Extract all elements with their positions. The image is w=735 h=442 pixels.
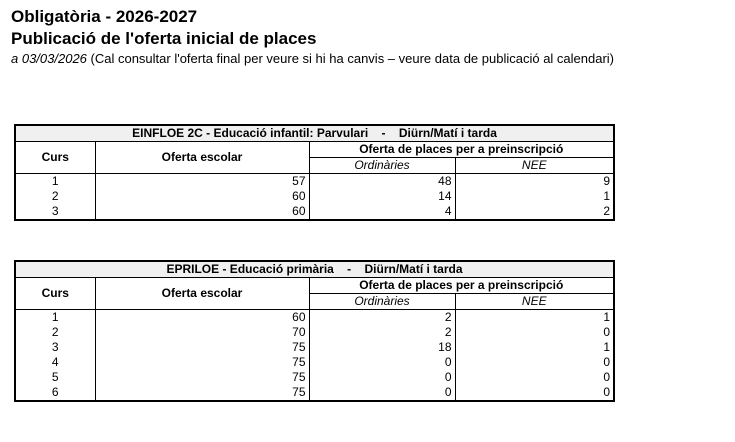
page-title: Obligatòria - 2026-2027 [11, 7, 198, 26]
column-header-nee: NEE [455, 158, 614, 174]
column-header-places: Oferta de places per a preinscripció [309, 142, 614, 158]
cell-ordinaries: 18 [309, 340, 455, 355]
cell-nee: 0 [455, 370, 614, 385]
publication-note-text: (Cal consultar l'oferta final per veure si hi ha canvis – veure data de publicació al calendari) [86, 51, 615, 66]
cell-ordinaries: 2 [309, 325, 455, 340]
cell-ordinaries: 48 [309, 174, 455, 190]
cell-oferta: 75 [95, 385, 309, 401]
table-row [15, 204, 614, 220]
table-title-row [15, 125, 614, 142]
cell-curs: 2 [15, 189, 95, 204]
cell-curs: 1 [15, 174, 95, 190]
cell-ordinaries: 0 [309, 385, 455, 401]
cell-oferta: 60 [95, 204, 309, 220]
page-subtitle: Publicació de l'oferta inicial de places [11, 29, 317, 48]
cell-ordinaries: 14 [309, 189, 455, 204]
cell-nee: 1 [455, 189, 614, 204]
table-row [15, 189, 614, 204]
column-header-curs: Curs [15, 278, 95, 310]
cell-nee: 1 [455, 340, 614, 355]
cell-curs: 6 [15, 385, 95, 401]
cell-nee: 2 [455, 204, 614, 220]
cell-curs: 5 [15, 370, 95, 385]
cell-oferta: 57 [95, 174, 309, 190]
cell-oferta: 75 [95, 355, 309, 370]
cell-nee: 9 [455, 174, 614, 190]
cell-ordinaries: 2 [309, 310, 455, 326]
cell-oferta: 60 [95, 189, 309, 204]
table-row [15, 310, 614, 326]
column-header-places: Oferta de places per a preinscripció [309, 278, 614, 294]
table-title: EINFLOE 2C - Educació infantil: Parvulari - Diürn/Matí i tarda [15, 125, 614, 142]
cell-oferta: 60 [95, 310, 309, 326]
cell-ordinaries: 0 [309, 355, 455, 370]
publication-note [11, 51, 614, 66]
offer-table-infantil [14, 124, 615, 221]
cell-curs: 1 [15, 310, 95, 326]
cell-oferta: 75 [95, 340, 309, 355]
column-header-ordinaries: Ordinàries [309, 158, 455, 174]
table-title: EPRILOE - Educació primària - Diürn/Matí i tarda [15, 261, 614, 278]
column-header-nee: NEE [455, 294, 614, 310]
cell-nee: 0 [455, 385, 614, 401]
column-header-oferta: Oferta escolar [95, 142, 309, 174]
cell-ordinaries: 4 [309, 204, 455, 220]
column-header-oferta: Oferta escolar [95, 278, 309, 310]
table-title-row [15, 261, 614, 278]
cell-curs: 3 [15, 340, 95, 355]
cell-oferta: 70 [95, 325, 309, 340]
cell-curs: 3 [15, 204, 95, 220]
offer-table-primaria [14, 260, 615, 402]
table-row [15, 385, 614, 401]
table-row [15, 340, 614, 355]
table-row [15, 370, 614, 385]
cell-curs: 2 [15, 325, 95, 340]
table-row [15, 174, 614, 190]
cell-nee: 0 [455, 355, 614, 370]
cell-nee: 0 [455, 325, 614, 340]
column-header-curs: Curs [15, 142, 95, 174]
header-row [15, 142, 614, 158]
table-row [15, 325, 614, 340]
cell-oferta: 75 [95, 370, 309, 385]
cell-nee: 1 [455, 310, 614, 326]
publication-date: a 03/03/2026 [11, 51, 87, 66]
header-row [15, 278, 614, 294]
column-header-ordinaries: Ordinàries [309, 294, 455, 310]
table-row [15, 355, 614, 370]
cell-curs: 4 [15, 355, 95, 370]
cell-ordinaries: 0 [309, 370, 455, 385]
